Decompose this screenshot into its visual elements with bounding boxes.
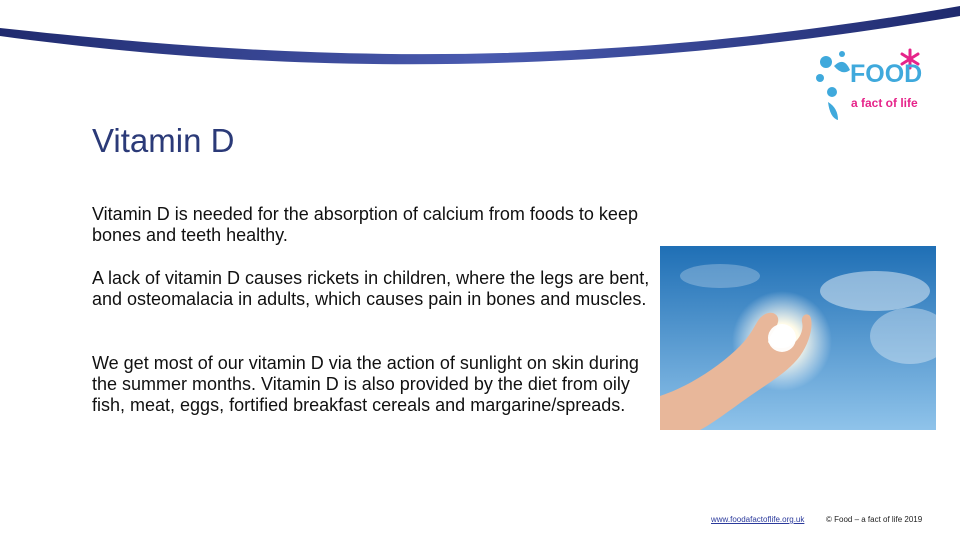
paragraph-sources: We get most of our vitamin D via the action of sunlight on skin during the summer months. Vitamin D is also provided by the diet from oily fish, meat, eggs, fortified breakfast cereals and margarine/spreads. [92, 353, 639, 415]
footer-website-link[interactable]: www.foodafactoflife.org.uk [711, 515, 805, 524]
footer-copyright: © Food – a fact of life 2019 [826, 515, 923, 524]
paragraph-deficiency: A lack of vitamin D causes rickets in children, where the legs are bent, and osteomalacia in adults, which causes pain in bones and muscles. [92, 268, 650, 309]
sun-hand-photo [660, 246, 936, 430]
logo-tagline: a fact of life [851, 96, 918, 110]
logo-word: FOOD [850, 60, 923, 88]
slide-title: Vitamin D [92, 122, 235, 159]
paragraph-absorption: Vitamin D is needed for the absorption of calcium from foods to keep bones and teeth healthy. [92, 204, 638, 245]
